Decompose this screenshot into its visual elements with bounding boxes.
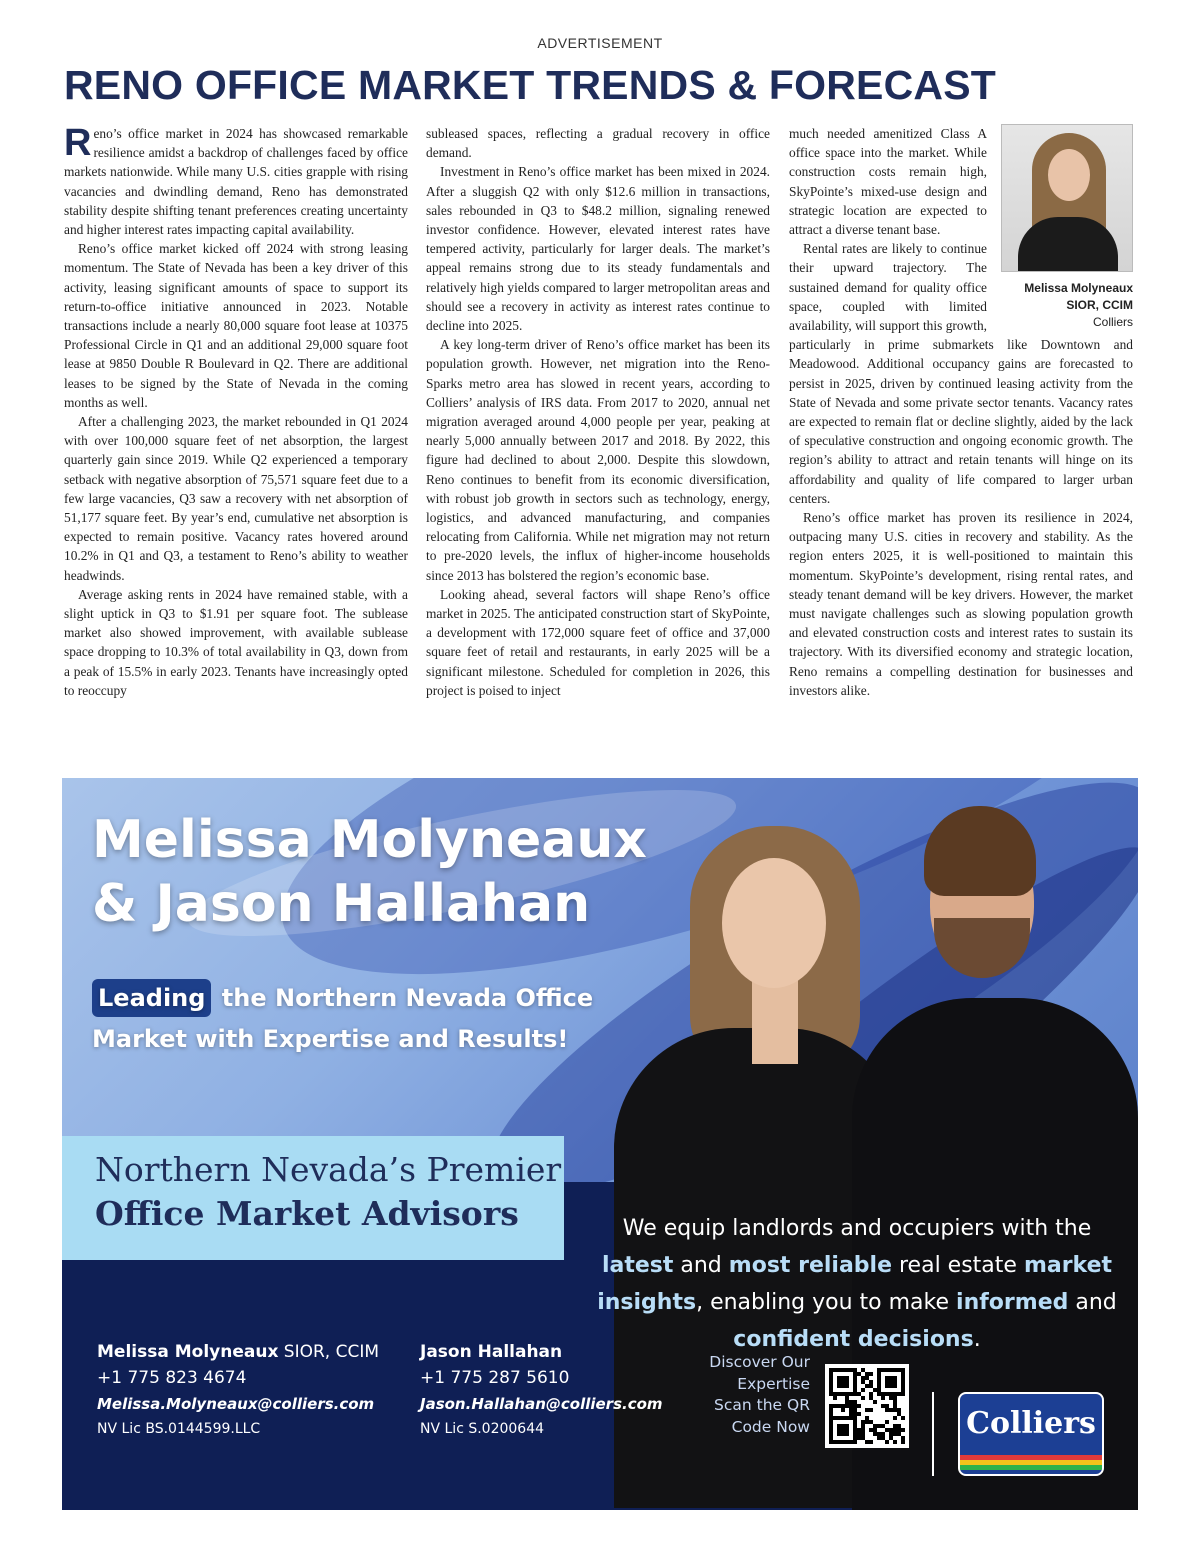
- tagline-text: the Northern Nevada Office: [213, 984, 594, 1012]
- author-name: Melissa Molyneaux: [1024, 281, 1133, 295]
- advertisement-label: ADVERTISEMENT: [537, 35, 663, 51]
- article-paragraph: Reno’s office market has proven its resilience in 2024, outpacing many U.S. cities in recovery and stability. As the region enters 2025, it is well-positioned to maintain this momentum. SkyPointe’s development, rising rental rates, and steady tenant demand will be key drivers. However, the market must navigate challenges such as slowing population growth and elevated construction costs and interest rates to sustain its trajectory. With its diversified economy and strategic location, Reno remains a compelling destination for businesses and investors alike.: [789, 510, 1133, 698]
- contact-card-jason: [420, 1340, 663, 1443]
- equip-emphasis: latest: [601, 1253, 674, 1278]
- article-paragraph: Looking ahead, several factors will shape Reno’s office market in 2025. The anticipated construction start of SkyPointe, a development with 172,000 square feet of office and 37,000 square feet of retail and restaurants, in early 2025 will be a significant milestone. Scheduled for completion in 2026, this project is poised to inject: [426, 586, 770, 698]
- author-title: SIOR, CCIM: [1066, 298, 1133, 312]
- article-paragraph: [64, 124, 408, 239]
- article-paragraph: Average asking rents in 2024 have remained stable, with a slight uptick in Q3 to $1.91 per square foot. The sublease market also showed improvement, with available sublease space dropping to 10.3% of total availability in Q3, down from a peak of 15.5% in early 2023. Tenants have increasingly opted to reoccupy: [64, 586, 408, 698]
- article-paragraph: Rental rates are likely to continue their upward trajectory. The sustained demand for quality office space, coupled with limited availability, will support this growth, particularly in prime submarkets like Downtown and Meadowood. Additional occupancy gains are forecasted to persist in 2025, driven by continued leasing activity from the State of Nevada and some private sector tenants. Vacancy rates are expected to remain flat or decline slightly, aided by the lack of speculative construction and ongoing economic growth. The region’s ability to attract and retain tenants will hinge on its affordability and quality of life compared to larger urban centers.: [789, 241, 1133, 506]
- logo-divider: [932, 1392, 934, 1476]
- author-photo: [1001, 124, 1133, 272]
- discover-line: Code Now: [731, 1417, 810, 1436]
- page-headline: RENO OFFICE MARKET TRENDS & FORECAST: [64, 62, 996, 108]
- banner-names: [92, 808, 647, 936]
- premier-advisors-box: [62, 1136, 564, 1260]
- contact-email[interactable]: Jason.Hallahan@colliers.com: [420, 1395, 663, 1413]
- equip-text: real estate: [892, 1253, 1024, 1278]
- article-column-1: [64, 124, 408, 700]
- leading-pill: Leading: [92, 979, 211, 1017]
- equip-text: .: [973, 1327, 981, 1352]
- discover-callout: [680, 1352, 810, 1438]
- tagline-text: Market with Expertise and Results!: [92, 1025, 569, 1053]
- equip-emphasis: informed: [956, 1290, 1069, 1315]
- article-paragraph: Reno’s office market kicked off 2024 with strong leasing momentum. The State of Nevada has been a key driver of this activity, leasing significant amounts of space to support its return-to-office initiative announced in 2023. Notable transactions include a nearly 80,000 square foot lease at 10375 Professional Circle in Q1 and an additional 29,000 square foot lease at 9850 Double R Boulevard in Q2. There are additional leases to be signed by the State of Nevada in the coming months as well.: [64, 241, 408, 410]
- paragraph-text: eno’s office market in 2024 has showcased remarkable resilience amidst a backdrop of challenges faced by office markets nationwide. While many U.S. cities grapple with rising vacancies and dwindling demand, Reno has demonstrated stability despite shifting tenant preferences creating uncertainty and higher interest rates impacting capital availability.: [64, 126, 408, 238]
- advertising-banner: [62, 778, 1138, 1510]
- discover-line: Scan the QR: [714, 1396, 810, 1414]
- article-column-2: [426, 124, 770, 700]
- article-paragraph: subleased spaces, reflecting a gradual recovery in office demand.: [426, 126, 770, 161]
- premier-line: Office Market Advisors: [95, 1194, 519, 1233]
- discover-line: Expertise: [737, 1374, 810, 1393]
- contact-credentials: SIOR, CCIM: [278, 1342, 380, 1362]
- article-paragraph: After a challenging 2023, the market rebounded in Q1 2024 with over 100,000 square feet of net absorption, the largest quarterly gain since 2019. While Q2 experienced a temporary setback with negative absorption of 75,571 square feet due to a few large vacancies, Q3 saw a recovery with net absorption of 51,177 square feet. By year’s end, cumulative net absorption is expected to remain positive. Vacancy rates hovered around 10.2% in Q1 and Q3, a testament to Reno’s ability to weather headwinds.: [64, 414, 408, 583]
- premier-line: Northern Nevada’s Premier: [95, 1150, 562, 1189]
- banner-name-line: & Jason Hallahan: [92, 874, 591, 934]
- discover-line: Discover Our: [709, 1353, 810, 1371]
- equip-emphasis: confident decisions: [733, 1327, 974, 1352]
- equip-text: , enabling you to make: [696, 1290, 957, 1315]
- equip-text: and: [673, 1253, 729, 1278]
- contact-name: Melissa Molyneaux: [97, 1342, 279, 1362]
- logo-wordmark: Colliers: [966, 1406, 1096, 1441]
- drop-cap: R: [64, 122, 92, 164]
- article-column-3: [789, 124, 1133, 700]
- value-proposition: [592, 1210, 1122, 1358]
- equip-emphasis: market insights: [597, 1253, 1113, 1315]
- article-paragraph: Investment in Reno’s office market has been mixed in 2024. After a sluggish Q2 with only $12.6 million in transactions, sales rebounded in Q3 to $48.2 million, signaling renewed investor confidence. However, elevated interest rates have tempered activity, particularly for larger deals. The market’s appeal remains strong due to its steady fundamentals and relatively high yields compared to larger metropolitan areas and should see a recovery in activity as interest rates continue to decline into 2025.: [426, 164, 770, 334]
- contact-phone[interactable]: +1 775 287 5610: [420, 1368, 570, 1388]
- contact-license: NV Lic BS.0144599.LLC: [97, 1421, 261, 1437]
- contact-license: NV Lic S.0200644: [420, 1421, 545, 1437]
- author-company: Colliers: [1092, 315, 1133, 329]
- contact-name: Jason Hallahan: [420, 1342, 563, 1362]
- article-paragraph: A key long-term driver of Reno’s office market has been its population growth. However, net migration into the Reno-Sparks metro area has slowed in recent years, according to Colliers’ analysis of IRS data. From 2017 to 2020, annual net migration averaged around 4,000 people per year, peaking at nearly 5,000 annually between 2017 and 2018. By 2022, this figure had declined to about 2,000. Despite this slowdown, Reno continues to benefit from its economic diversification, with robust job growth in sectors such as technology, energy, logistics, and advanced manufacturing, and companies relocating from California. While net migration may not return to pre-2020 levels, the influx of higher-income households since 2013 has bolstered the region’s economic base.: [426, 337, 770, 583]
- contact-card-melissa: [97, 1340, 379, 1443]
- article-paragraph: much needed amenitized Class A office space into the market. While construction costs remain high, SkyPointe’s mixed-use design and strategic location are expected to attract a diverse tenant base.: [789, 126, 987, 238]
- equip-emphasis: most reliable: [728, 1253, 892, 1278]
- equip-text: We equip landlords and occupiers with the: [622, 1216, 1092, 1241]
- equip-text: and: [1068, 1290, 1117, 1315]
- author-box: [997, 124, 1133, 331]
- banner-name-line: Melissa Molyneaux: [92, 810, 647, 870]
- colliers-logo: [958, 1392, 1104, 1476]
- contact-phone[interactable]: +1 775 823 4674: [97, 1368, 247, 1388]
- contact-email[interactable]: Melissa.Molyneaux@colliers.com: [97, 1395, 375, 1413]
- banner-tagline: [92, 978, 652, 1060]
- qr-code-icon[interactable]: [825, 1364, 909, 1448]
